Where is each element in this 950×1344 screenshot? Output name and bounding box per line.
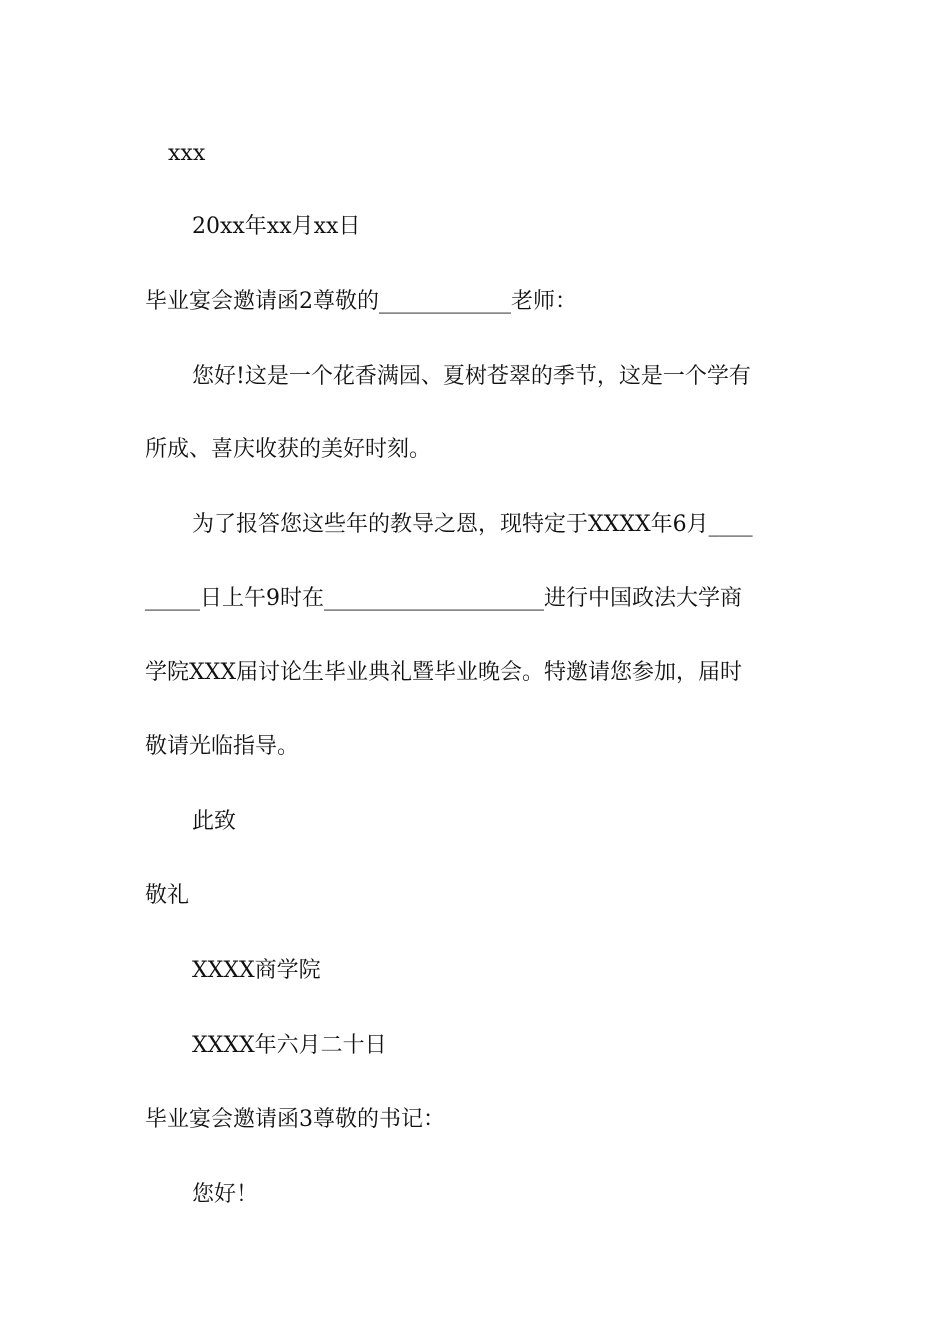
invitation-paragraph-cont-2: 学院XXX届讨论生毕业典礼暨毕业晚会。特邀请您参加，届时 xyxy=(145,660,742,685)
invitation-3-greeting: 您好！ xyxy=(192,1182,259,1207)
signature-name: xxx xyxy=(168,141,206,166)
sender-name: XXXX商学院 xyxy=(192,958,321,983)
invitation-3-heading: 毕业宴会邀请函3尊敬的书记： xyxy=(145,1107,445,1132)
salutation-line: 敬礼 xyxy=(145,883,190,908)
invitation-2-heading: 毕业宴会邀请函2尊敬的____________老师： xyxy=(145,289,577,314)
invitation-paragraph: 为了报答您这些年的教导之恩，现特定于XXXX年6月____ xyxy=(192,512,753,537)
greeting-paragraph-cont: 所成、喜庆收获的美好时刻。 xyxy=(145,437,432,462)
closing-line: 此致 xyxy=(192,809,237,834)
invitation-paragraph-cont-3: 敬请光临指导。 xyxy=(145,734,300,759)
signature-date: 20xx年xx月xx日 xyxy=(192,214,361,239)
sender-date: XXXX年六月二十日 xyxy=(192,1033,387,1058)
invitation-paragraph-cont-1: _____日上午9时在____________________进行中国政法大学商 xyxy=(145,586,742,611)
greeting-paragraph: 您好!这是一个花香满园、夏树苍翠的季节，这是一个学有 xyxy=(192,364,751,389)
